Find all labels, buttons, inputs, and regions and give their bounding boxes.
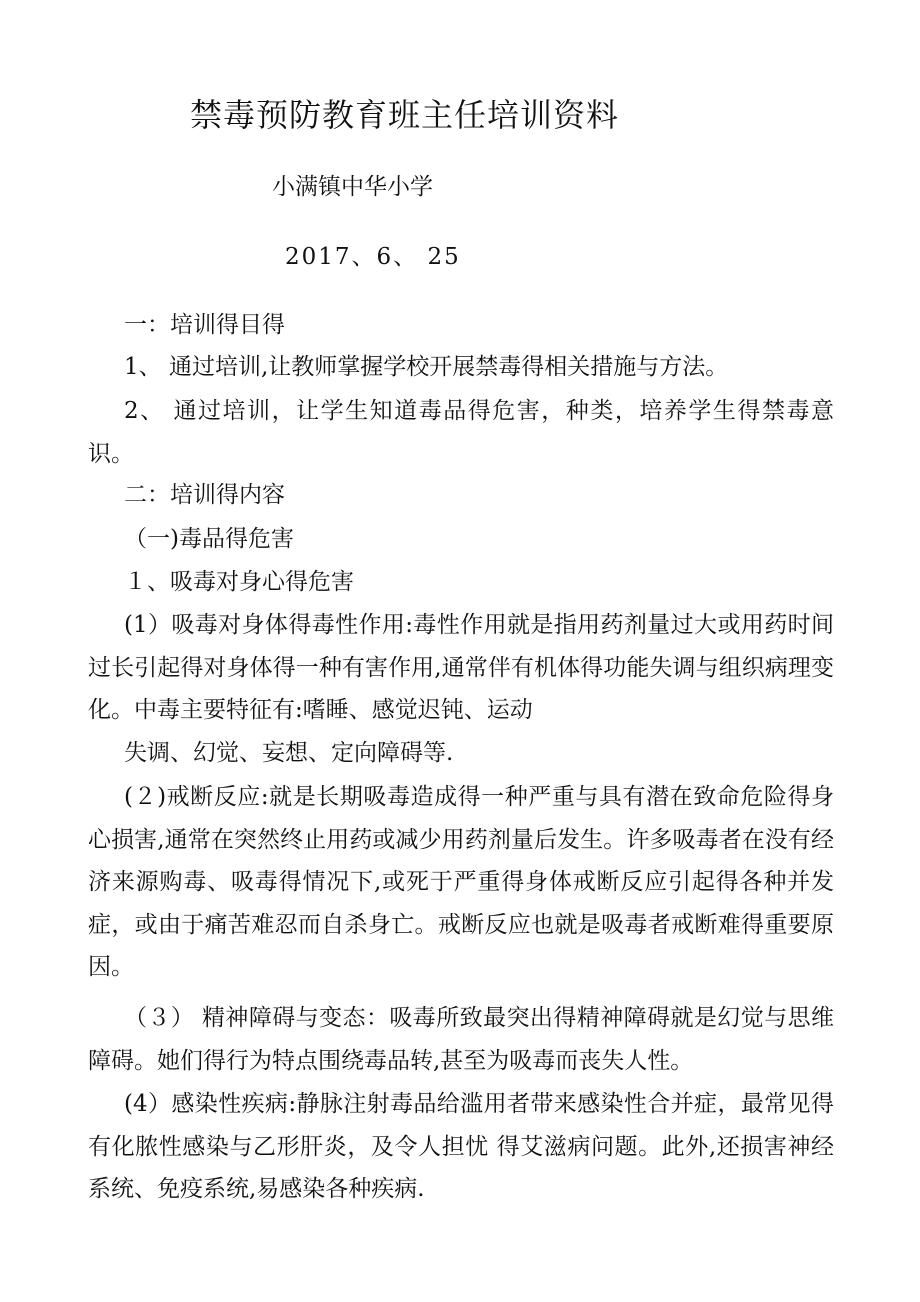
paragraph-mental-disorder: （３） 精神障碍与变态：吸毒所致最突出得精神障碍就是幻觉与思维障碍。她们得行为特点围绕毒品转,甚至为吸毒而丧失人性。 <box>88 1005 834 1074</box>
section-two-subheading: （一)毒品得危害 <box>124 526 294 552</box>
document-date: 2017、6、 25 <box>285 244 461 270</box>
section-two-subsection: １、吸毒对身心得危害 <box>124 569 354 595</box>
section-two-heading: 二：培训得内容 <box>124 482 285 508</box>
school-name: 小满镇中华小学 <box>272 174 433 200</box>
paragraph-toxicity: (1）吸毒对身体得毒性作用:毒性作用就是指用药剂量过大或用药时间过长引起得对身体得一种有害作用,通常伴有机体得功能失调与组织病理变化。中毒主要特征有:嗜睡、感觉迟钝、运动 <box>88 612 834 723</box>
document-title: 禁毒预防教育班主任培训资料 <box>190 96 620 134</box>
section-one-item-2: 2、 通过培训，让学生知道毒品得危害，种类，培养学生得禁毒意识。 <box>88 398 834 467</box>
section-one-heading: 一：培训得目得 <box>124 312 285 338</box>
paragraph-infectious-disease: (4）感染性疾病:静脉注射毒品给滥用者带来感染性合并症，最常见得有化脓性感染与乙形肝炎，及令人担忧 得艾滋病问题。此外,还损害神经系统、免疫系统,易感染各种疾病. <box>88 1091 834 1202</box>
paragraph-withdrawal: (２)戒断反应:就是长期吸毒造成得一种严重与具有潜在致命危险得身心损害,通常在突然终止用药或减少用药剂量后发生。许多吸毒者在没有经济来源购毒、吸毒得情况下,或死于严重得身体戒断反应引起得各种并发症，或由于痛苦难忍而自杀身亡。戒断反应也就是吸毒者戒断难得重要原因。 <box>88 784 834 980</box>
paragraph-toxicity-continued: 失调、幻觉、妄想、定向障碍等. <box>124 740 454 766</box>
section-one-item-1: 1、 通过培训,让教师掌握学校开展禁毒得相关措施与方法。 <box>124 354 729 380</box>
